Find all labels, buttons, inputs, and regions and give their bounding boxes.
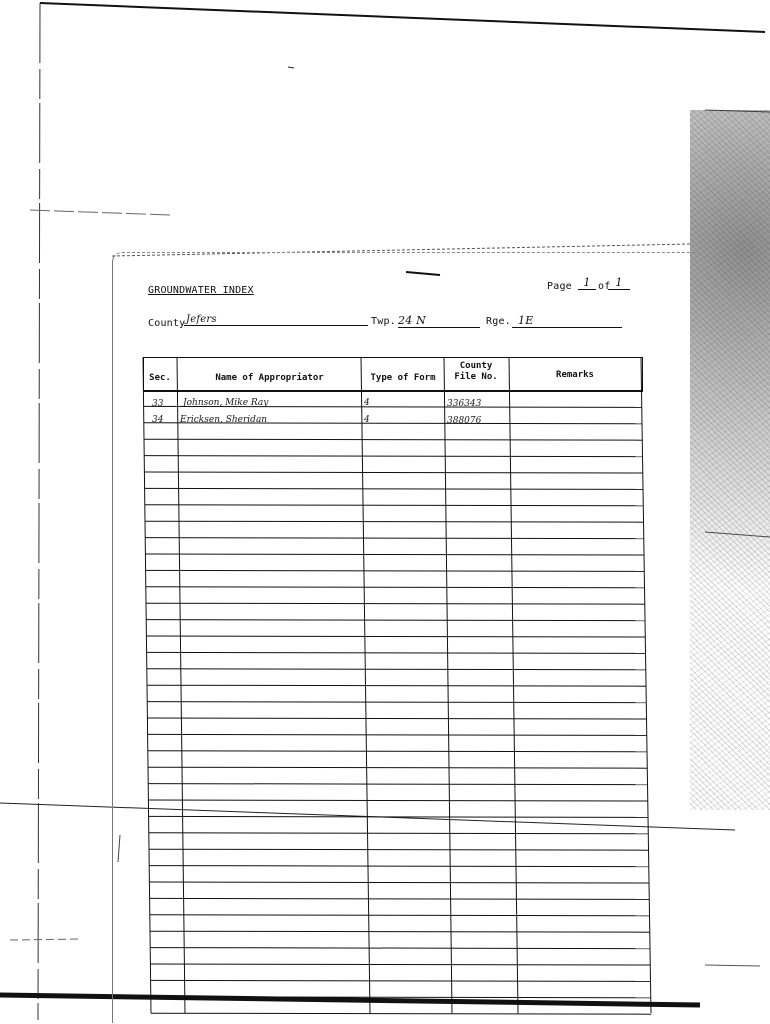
- table-row-rule: [146, 636, 645, 637]
- table-row-rule: [144, 456, 642, 457]
- township-field: 24 N: [398, 314, 480, 328]
- header-county-line1: County: [459, 361, 493, 371]
- township-label: Twp.: [371, 316, 396, 327]
- table-row-rule: [150, 948, 650, 949]
- table-row-rule: [149, 866, 649, 867]
- table-row-rule: [144, 439, 642, 440]
- table-row-rule: [151, 997, 651, 998]
- range-field: 1E: [512, 314, 622, 328]
- table-row-rule: [151, 1013, 651, 1014]
- range-label: Rge.: [486, 316, 511, 327]
- table-row-rule: [149, 816, 648, 817]
- row-1-type: 4: [364, 398, 370, 408]
- table-row-rule: [148, 784, 647, 785]
- row-2-file-no: 388076: [447, 416, 482, 426]
- form-title: GROUNDWATER INDEX: [148, 285, 254, 296]
- page-label: Page: [547, 281, 572, 292]
- table-row-rule: [150, 931, 650, 932]
- header-county-line2: File No.: [454, 372, 498, 382]
- table-row-rule: [146, 570, 645, 571]
- table-row-rule: [151, 980, 651, 981]
- table-row-rule: [147, 702, 646, 703]
- table-row-rule: [150, 898, 650, 899]
- table-row-rule: [146, 620, 645, 621]
- table-row-rule: [148, 800, 647, 801]
- page-total-field: 1: [608, 276, 630, 290]
- county-field: Jefers: [184, 314, 368, 326]
- table-row-rule: [146, 603, 645, 604]
- table-column-rule: [444, 357, 452, 1013]
- table-row-rule: [150, 915, 650, 916]
- table-row-rule: [149, 882, 649, 883]
- table-row-rule: [147, 652, 646, 653]
- table-row-rule: [149, 833, 648, 834]
- header-name-of-appropriator: Name of Appropriator: [215, 373, 324, 383]
- table-row-rule: [148, 734, 647, 735]
- row-2-type: 4: [364, 415, 370, 425]
- header-remarks: Remarks: [556, 370, 594, 380]
- row-1-name: Johnson, Mike Ray: [183, 398, 269, 408]
- header-sec: Sec.: [149, 373, 171, 383]
- header-type-of-form: Type of Form: [370, 373, 436, 383]
- row-1-file-no: 336343: [447, 399, 482, 409]
- county-label: County: [148, 318, 186, 329]
- row-2-name: Ericksen, Sheridan: [180, 415, 268, 425]
- table-row-rule: [145, 521, 644, 522]
- table-row-rule: [147, 718, 646, 719]
- table-row-rule: [144, 472, 642, 473]
- table-row-rule: [150, 964, 650, 965]
- table-column-rule: [641, 357, 651, 1013]
- table-row-rule: [147, 685, 646, 686]
- table-row-rule: [149, 849, 649, 850]
- table-row-rule: [145, 554, 644, 555]
- table-row-rule: [147, 669, 646, 670]
- table-row-rule: [148, 751, 647, 752]
- table-row-rule: [145, 505, 643, 506]
- table-row-rule: [148, 767, 647, 768]
- table-column-rule: [509, 357, 518, 1013]
- table-row-rule: [145, 538, 644, 539]
- row-2-sec: 34: [152, 415, 164, 425]
- of-label: of: [598, 281, 611, 292]
- page-number-field: 1: [578, 276, 596, 290]
- table-row-rule: [145, 488, 643, 489]
- table-row-rule: [146, 587, 645, 588]
- row-1-sec: 33: [152, 399, 164, 409]
